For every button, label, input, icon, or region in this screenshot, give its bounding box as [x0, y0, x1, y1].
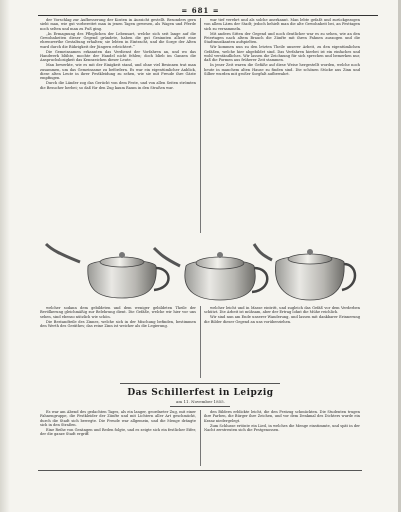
paragraph: In jener Zeit waren die Gefäße auf diese Weise hergestellt worden, welche noch heute in manchem alten Hause zu finden sind. Die schönen Stücke aus Zinn und Silber wurden mit großer Sorgfalt aufbewahrt. — [204, 63, 360, 76]
paragraph: Man bewerkte, wie es mit der Einigkeit stand, und ohne viel Besinnen trat man zusammen, um das Gemeinsame zu befördern. Es war ein eigentümlicher Anblick, diese alten Leute in ihrer Festkleidung zu sehen, wie sie mit Freude ihre Gäste empfingen. — [40, 63, 196, 81]
paragraph: Wir sind nun am Ende unserer Wanderung, und lassen mit dankbarer Erinnerung die Bilder dieser Gegend an uns vorüberziehen. — [204, 315, 360, 324]
teapot-center — [154, 248, 267, 300]
paragraph: war tief verehrt und als solche anerkannt. Man lebte gefaßt und zurückgezogen von allem Lärm der Stadt; jedoch behielt man die alte Gewohnheit bei, an Festtagen sich zu versammeln. — [204, 18, 360, 31]
column-below-left — [40, 306, 196, 378]
paragraph: Zum Schlusse ertönte ein Lied, in welches die Menge einstimmte, und spät in der Nacht zerstreuten sich die Festgenossen. — [204, 423, 360, 432]
teapots-illustration — [40, 232, 362, 304]
paragraph: Die Gemeinsamen erkannten das Verdienst der Vorfahren an, und wo das Handwerk blühte, mochte der Handel nicht fehlen; doch blieb im Ganzen die Anspruchslosigkeit das Kennzeichen dieser Leute. — [40, 49, 196, 63]
column-right — [204, 18, 360, 233]
column-divider — [200, 306, 201, 378]
paragraph: den Bildern erblickte leicht, die den Festzug schmückten. Die Studenten trugen ihre Farben, die Bürger ihre Zeichen, und vor dem Denkmal des Dichters wurde ein Kranz niedergelegt. — [204, 410, 360, 423]
binding-shadow — [0, 0, 10, 512]
column-below-right — [204, 306, 360, 378]
paragraph: der Vorschlag zur Aufbesserung der Kosten in Aussicht gestellt. Besonders gern sieht man, wie gut vorbereitet man in jenen Tagen gewesen, als Wagen und Pferde noch selten und man zu Fuß ging. — [40, 18, 196, 31]
page-number: = 681 = — [181, 6, 220, 15]
paragraph: welcher leicht und in Masse eintritt, und zugleich das Gefäß vor dem Verderben schützt. Die Arbeit ist mühsam, aber der Ertrag lohnt die Mühe reichlich. — [204, 306, 360, 315]
paragraph: Durch die Länder zog das Gerücht von dem Feste, und von allen Seiten strömten die Besucher herbei; so daß für den Zug kaum Raum in den Straßen war. — [40, 81, 196, 90]
column-left — [40, 18, 196, 233]
column-divider — [200, 410, 201, 466]
article-heading: Das Schillerfest in Leipzig — [127, 388, 274, 398]
teapot-left — [46, 244, 169, 298]
paragraph: welcher sodann dem gebildeten und dem weniger gebildeten Theile der Bevölkerung gleichmäßig zur Belehrung dient. Die Gefäße, welche wir hier vor uns sehen, sind ebenso nützlich wie schön. — [40, 306, 196, 319]
article-date: am 11. November 1855. — [176, 399, 225, 404]
section-rule — [120, 383, 280, 384]
article-column-left — [40, 410, 196, 466]
section-rule-small — [170, 406, 230, 407]
footer-rule — [38, 470, 362, 471]
paragraph: Die Bestandteile des Zinnes, welche sich in der Mischung befinden, bestimmen den Werth des Geräthes; das reine Zinn ist weicher als die Legierung. — [40, 319, 196, 328]
header-rule — [38, 15, 378, 16]
paragraph: Es war am Abend des gedachten Tages, als ein langer, geordneter Zug, mit einer Fahnengruppe, die Festkleider der Zünfte und mit Lichtern aller Art geschmückt, durch die Stadt sich bewegte. Die Freude war allgemein, und die Menge drängte sich in den Straßen. — [40, 410, 196, 428]
article-column-right — [204, 410, 360, 466]
teapot-right — [254, 244, 355, 300]
paragraph: „In Ermagnung des Pfleglichen der Lebensart, welche sich seit lange auf die Gewohnheiten dieser Gegend gründete, haben die gut Gesinnten allzeit eine ehrenwerthe Gestaltung erhalten; sie lebten in Eintracht, und die Sorge der Alten ward durch die Rührigkeit der Jüngern erleichtert.“ — [40, 31, 196, 49]
paragraph: Wir kommen nun zu den letzten Theile unserer Arbeit, zu den eigentümlichen Gefäßen, welche hier abgebildet sind. Das Verfahren hierbei ist ein einfaches und wohl verständliches. Wir lassen die Zeichnung für sich sprechen und bemerken nur, daß die Formen aus früherer Zeit stammen. — [204, 45, 360, 63]
paragraph: Eine Reihe von Gesängen und Reden folgte, und es zeigte sich ein festlicher Eifer, der die ganze Stadt ergriff. — [40, 427, 196, 437]
column-divider — [200, 18, 201, 233]
paragraph: Mit andern Sitten der Gegend und noch deutlicher war es zu sehen, wie an den Feiertagen nach altem Brauch die Zünfte mit ihren Fahnen auszogen und die Stadtmusikanten aufspielten. — [204, 31, 360, 45]
